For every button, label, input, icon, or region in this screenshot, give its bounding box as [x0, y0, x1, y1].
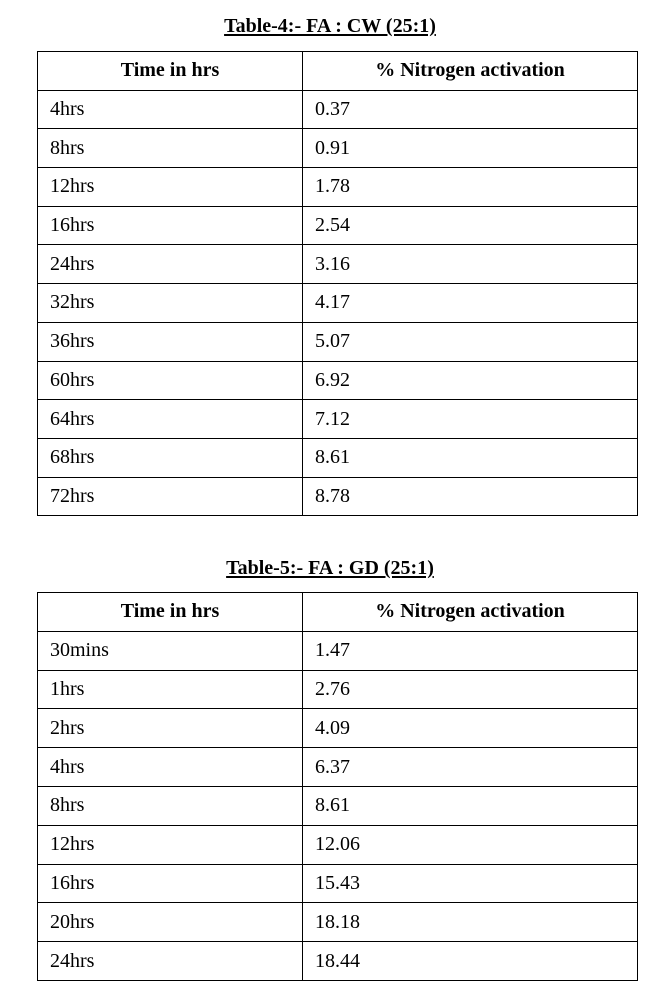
table-4	[37, 51, 638, 516]
time-cell: 32hrs	[38, 284, 303, 323]
nitrogen-activation-cell: 6.37	[303, 748, 638, 787]
time-cell: 24hrs	[38, 942, 303, 981]
table-5-body	[38, 631, 638, 980]
table-header-row	[38, 593, 638, 632]
nitrogen-activation-cell: 6.92	[303, 361, 638, 400]
table-header-row	[38, 52, 638, 91]
time-cell: 4hrs	[38, 748, 303, 787]
table-row	[38, 864, 638, 903]
table-row	[38, 748, 638, 787]
nitrogen-activation-cell: 0.91	[303, 129, 638, 168]
column-header-nitrogen-activation: % Nitrogen activation	[303, 593, 638, 632]
table-row	[38, 168, 638, 207]
table-row	[38, 245, 638, 284]
time-cell: 8hrs	[38, 786, 303, 825]
nitrogen-activation-cell: 7.12	[303, 400, 638, 439]
table-row	[38, 400, 638, 439]
time-cell: 72hrs	[38, 477, 303, 516]
table-4-body	[38, 90, 638, 516]
nitrogen-activation-cell: 8.78	[303, 477, 638, 516]
time-cell: 16hrs	[38, 864, 303, 903]
table-row	[38, 206, 638, 245]
table-row	[38, 477, 638, 516]
column-header-time: Time in hrs	[38, 593, 303, 632]
table-row	[38, 786, 638, 825]
table-row	[38, 90, 638, 129]
time-cell: 36hrs	[38, 322, 303, 361]
time-cell: 64hrs	[38, 400, 303, 439]
time-cell: 16hrs	[38, 206, 303, 245]
column-header-nitrogen-activation: % Nitrogen activation	[303, 52, 638, 91]
table-5-title: Table-5:- FA : GD (25:1)	[226, 557, 434, 579]
nitrogen-activation-cell: 18.18	[303, 903, 638, 942]
table-row	[38, 670, 638, 709]
table-5	[37, 592, 638, 981]
table-row	[38, 361, 638, 400]
time-cell: 60hrs	[38, 361, 303, 400]
table-row	[38, 284, 638, 323]
time-cell: 4hrs	[38, 90, 303, 129]
time-cell: 12hrs	[38, 168, 303, 207]
time-cell: 68hrs	[38, 438, 303, 477]
time-cell: 2hrs	[38, 709, 303, 748]
nitrogen-activation-cell: 3.16	[303, 245, 638, 284]
nitrogen-activation-cell: 0.37	[303, 90, 638, 129]
table-row	[38, 631, 638, 670]
time-cell: 8hrs	[38, 129, 303, 168]
time-cell: 24hrs	[38, 245, 303, 284]
nitrogen-activation-cell: 8.61	[303, 786, 638, 825]
time-cell: 1hrs	[38, 670, 303, 709]
nitrogen-activation-cell: 18.44	[303, 942, 638, 981]
nitrogen-activation-cell: 8.61	[303, 438, 638, 477]
time-cell: 30mins	[38, 631, 303, 670]
table-row	[38, 709, 638, 748]
table-row	[38, 942, 638, 981]
nitrogen-activation-cell: 4.17	[303, 284, 638, 323]
table-row	[38, 322, 638, 361]
table-row	[38, 825, 638, 864]
table-row	[38, 903, 638, 942]
table-row	[38, 438, 638, 477]
nitrogen-activation-cell: 12.06	[303, 825, 638, 864]
time-cell: 20hrs	[38, 903, 303, 942]
nitrogen-activation-cell: 4.09	[303, 709, 638, 748]
nitrogen-activation-cell: 1.47	[303, 631, 638, 670]
table-row	[38, 129, 638, 168]
nitrogen-activation-cell: 2.76	[303, 670, 638, 709]
nitrogen-activation-cell: 1.78	[303, 168, 638, 207]
column-header-time: Time in hrs	[38, 52, 303, 91]
time-cell: 12hrs	[38, 825, 303, 864]
nitrogen-activation-cell: 2.54	[303, 206, 638, 245]
nitrogen-activation-cell: 5.07	[303, 322, 638, 361]
nitrogen-activation-cell: 15.43	[303, 864, 638, 903]
table-4-title: Table-4:- FA : CW (25:1)	[224, 15, 436, 37]
